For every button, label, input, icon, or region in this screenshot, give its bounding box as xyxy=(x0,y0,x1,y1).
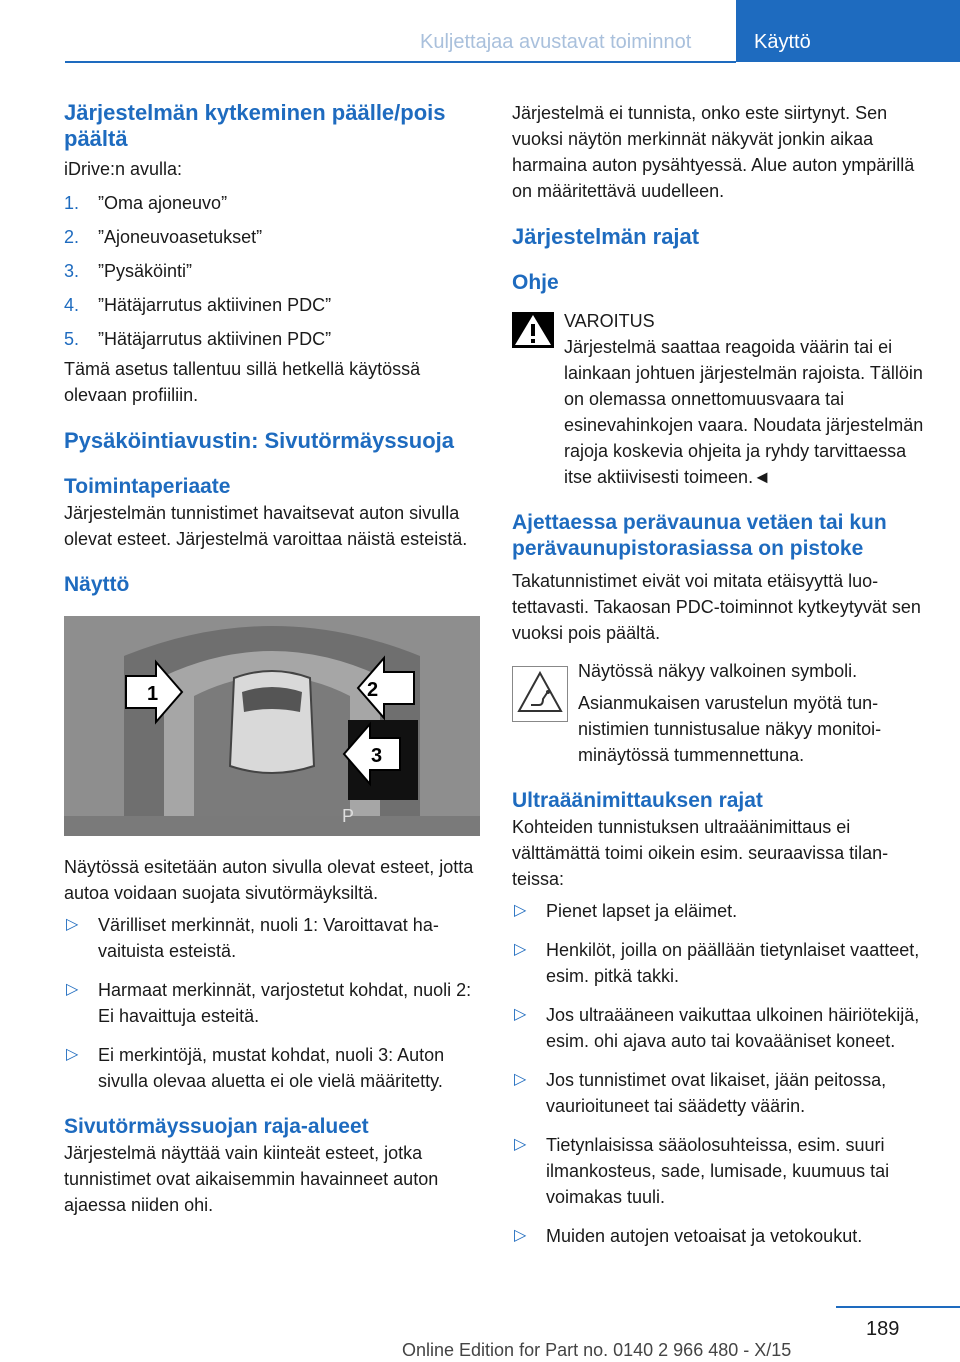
bullet-triangle-icon: ▷ xyxy=(514,1227,527,1244)
list-item xyxy=(64,186,484,220)
warning-triangle-icon xyxy=(512,312,554,348)
figure-label-2: 2 xyxy=(367,679,379,701)
list-item xyxy=(64,254,484,288)
warning-line xyxy=(512,334,928,490)
bullet-triangle-icon: ▷ xyxy=(514,1006,527,1023)
step-text: ”Pysäköinti” xyxy=(98,261,193,281)
heading-ultrasound: Ultraäänimittauksen rajat xyxy=(512,789,763,812)
figure-label-1: 1 xyxy=(147,683,159,705)
list-item xyxy=(512,937,928,989)
display-figure xyxy=(64,616,480,836)
figure-park-label: P xyxy=(342,806,355,826)
list-item xyxy=(64,288,484,322)
list-item xyxy=(512,1132,928,1210)
bullet-text: Pienet lapset ja eläimet. xyxy=(546,901,738,921)
footer-rule xyxy=(836,1306,960,1308)
bullet-text: Jos tunnistimet ovat likaiset, jään peitossa, vaurioituneet tai säädetty väärin. xyxy=(546,1070,887,1116)
bullet-triangle-icon: ▷ xyxy=(514,941,527,958)
bullet-triangle-icon: ▷ xyxy=(66,981,79,998)
idrive-text: iDrive:n avulla: xyxy=(64,159,183,179)
step-text: ”Ajoneuvoasetukset” xyxy=(98,227,263,247)
bullet-triangle-icon: ▷ xyxy=(66,916,79,933)
step-number: 2. xyxy=(64,227,80,247)
chapter-tab xyxy=(736,0,960,62)
list-item xyxy=(64,977,484,1029)
heading-note: Ohje xyxy=(512,271,559,294)
bullet-text: Värilliset merkinnät, nuoli 1: Varoittavat havaituista esteistä. xyxy=(98,915,439,961)
step-text: ”Oma ajoneuvo” xyxy=(98,193,228,213)
bullet-triangle-icon: ▷ xyxy=(514,1136,527,1153)
warning-block xyxy=(512,308,928,490)
heading-side-protection: Pysäköintiavustin: Sivutörmäyssuoja xyxy=(64,428,455,453)
step-number: 5. xyxy=(64,329,80,349)
bullet-text: Henkilöt, joilla on päällään tietynlaiset vaatteet, esim. pitkä takki. xyxy=(546,940,920,986)
list-item xyxy=(512,1002,928,1054)
display-text: Näytössä esitetään auton sivulla olevat esteet, jotta autoa voidaan suojata sivutörmäyksiltä. xyxy=(64,857,474,903)
heading-range: Sivutörmäyssuojan raja-alueet xyxy=(64,1115,369,1138)
bullet-triangle-icon: ▷ xyxy=(514,1071,527,1088)
principle-text: Järjestelmän tunnistimet havaitsevat auton sivulla olevat esteet. Järjestelmä varoittaa näistä esteistä. xyxy=(64,503,468,549)
right-column xyxy=(512,100,928,1262)
step-number: 1. xyxy=(64,193,80,213)
list-item xyxy=(512,1067,928,1119)
edition-text: Online Edition for Part no. 0140 2 966 480 - X/15 xyxy=(402,1340,792,1360)
list-item xyxy=(64,322,484,356)
step-text: ”Hätäjarrutus aktiivinen PDC” xyxy=(98,295,332,315)
bullet-text: Harmaat merkinnät, varjostetut kohdat, nuoli 2: Ei havaittuja esteitä. xyxy=(98,980,472,1026)
heading-trailer: Ajettaessa perävaunua vetäen tai kun perävaunupistorasiassa on pistoke xyxy=(512,511,887,560)
list-item xyxy=(512,1223,928,1249)
ultrasound-text: Kohteiden tunnistuksen ultraäänimittaus ei välttämättä toimi oikein esim. seuraavissa tilanteissa: xyxy=(512,817,889,889)
symbol-text-2: Asianmukaisen varustelun myötä tunnistimien tunnistusalue näkyy monitoiminäytössä tummennettuna. xyxy=(578,693,882,765)
page-header xyxy=(0,0,960,62)
parking-display-illustration xyxy=(64,616,480,836)
header-rule xyxy=(65,61,736,63)
page-number: 189 xyxy=(866,1318,900,1340)
left-column xyxy=(64,100,484,1218)
bullet-text: Muiden autojen vetoaisat ja vetokoukut. xyxy=(546,1226,863,1246)
list-item xyxy=(64,1042,484,1094)
bullet-triangle-icon: ▷ xyxy=(66,1046,79,1063)
list-item xyxy=(64,912,484,964)
bullet-text: Ei merkintöjä, mustat kohdat, nuoli 3: Auton sivulla olevaa aluetta ei ole vielä määritetty. xyxy=(98,1045,445,1091)
ultrasound-bullets xyxy=(512,898,928,1249)
bullet-text: Tietynlaisissa sääolosuhteissa, esim. suuri ilmankosteus, sade, lumisade, kuumuus tai voimakas tuuli. xyxy=(546,1135,890,1207)
figure-label-3: 3 xyxy=(371,745,383,767)
bullet-triangle-icon: ▷ xyxy=(514,902,527,919)
range-text: Järjestelmä näyttää vain kiinteät esteet, jotka tunnistimet ovat aikaisemmin havainneet auton ajaessa niiden ohi. xyxy=(64,1143,439,1215)
steps-list xyxy=(64,186,484,356)
symbol-text-1: Näytössä näkyy valkoinen symboli. xyxy=(578,661,858,681)
warning-title: VAROITUS xyxy=(564,311,655,331)
step-number: 4. xyxy=(64,295,80,315)
continued-text: Järjestelmä ei tunnista, onko este siirtynyt. Sen vuoksi näytön merkinnät näkyvät jonkin aikaa harmaina auton pysähtyessä. Alue auton ympärillä on määritettävä uudelleen. xyxy=(512,103,915,201)
heading-principle: Toimintaperiaate xyxy=(64,475,231,498)
step-number: 3. xyxy=(64,261,80,281)
step-text: ”Hätäjarrutus aktiivinen PDC” xyxy=(98,329,332,349)
bullet-text: Jos ultraääneen vaikuttaa ulkoinen häiriötekijä, esim. ohi ajava auto tai kovaääniset koneet. xyxy=(546,1005,920,1051)
section-title: Kuljettajaa avustavat toiminnot xyxy=(420,31,692,53)
trailer-text: Takatunnistimet eivät voi mitata etäisyyttä luotettavasti. Takaosan PDC-toiminnot kytkeytyvät sen vuoksi pois päältä. xyxy=(512,571,921,643)
list-item xyxy=(64,220,484,254)
chapter-tab-label: Käyttö xyxy=(754,31,811,53)
heading-display: Näyttö xyxy=(64,573,130,596)
heading-onoff: Järjestelmän kytkeminen päälle/pois päältä xyxy=(64,100,446,151)
symbol-block xyxy=(512,658,928,768)
warning-text: Järjestelmä saattaa reagoida väärin tai ei lainkaan johtuen järjestelmän rajoista. Tällöin on olemassa onnettomuusvaara tai esinevahinkojen vaara. Noudata järjestelmän rajoja koskevia ohjeita ja ryhdy tarvittaessa itse aktiivisesti toimeen.◄ xyxy=(564,337,924,487)
display-bullets xyxy=(64,912,484,1094)
trailer-sensor-icon xyxy=(512,666,568,722)
list-item xyxy=(512,898,928,924)
heading-limits: Järjestelmän rajat xyxy=(512,224,700,249)
saved-text: Tämä asetus tallentuu sillä hetkellä käytössä olevaan profiiliin. xyxy=(64,359,421,405)
